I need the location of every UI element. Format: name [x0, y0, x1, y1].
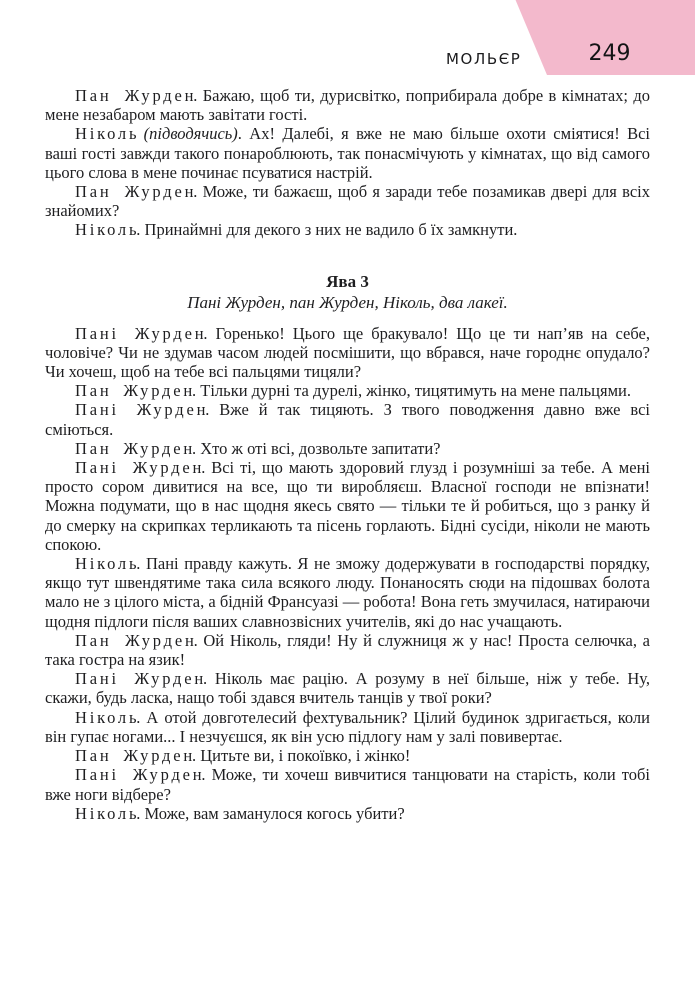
speech-text: . Пані правду кажуть. Я не зможу додержувати в господарстві порядку, якщо тут швендятиме така сила всякого люду. Понаносять сюди на підошвах болота мало не з цілого міста, а бідній Франсуазі — робота! Вона геть змучилася, натираючи щодня підлоги після ваших славнозвісних учителів, які до нас учащають.	[45, 554, 650, 631]
dialogue-paragraph	[45, 439, 650, 458]
speech-text: . А отой довготелесий фехтувальник? Цілий будинок здригається, коли він гупає ногами... І незчуєшся, як він усю підлогу нам у залі повивертає.	[45, 707, 650, 746]
speech-text: . Вже й так тицяють. З твого поводження давно вже всі сміються.	[45, 400, 651, 439]
speaker-name: Пан Журден	[75, 86, 197, 105]
dialogue-paragraph	[45, 400, 650, 438]
speech-text: . Може, ти хочеш вивчитися танцювати на старість, коли тобі вже ноги відбере?	[45, 765, 650, 804]
dialogue-paragraph	[45, 631, 650, 669]
speaker-name: Пані Журден	[75, 458, 205, 478]
dialogue-paragraph	[45, 124, 650, 182]
speech-text: . Хто ж оті всі, дозвольте запитати?	[192, 438, 441, 458]
dialogue-paragraph	[45, 324, 650, 382]
speaker-name: Пан Журден	[75, 630, 197, 650]
speech-text: . Ой Ніколь, гляди! Ну й служниця ж у нас! Проста селючка, а така гостра на язик!	[45, 630, 650, 670]
dialogue-paragraph	[45, 554, 650, 631]
speaker-name: Ніколь	[75, 554, 140, 574]
speaker-name: Ніколь	[75, 803, 140, 823]
scene-cast-list: Пані Журден, пан Журден, Ніколь, два лакеї.	[187, 292, 508, 312]
speech-text: . Всі ті, що мають здоровий глузд і розумніші за тебе. А мені просто сором дивитися на все, що ти виробляєш. Власної господи не впізнати! Можна подумати, що в нас щодня якесь свято — тільки те й робиться, що з ранку й до смерку на скрипках терликають та пісень горлають. Бідні сусіди, ніколи не мають спокою.	[45, 458, 650, 554]
speech-text: . Горенько! Цього ще бракувало! Що це ти нап’яв на себе, чоловіче? Чи не здумав часом людей посмішити, що вбрався, наче городнє опудало? Чи хочеш, щоб на тебе всі пальцями тицяли?	[45, 323, 650, 382]
speaker-name: Пан Журден	[75, 438, 196, 458]
dialogue-paragraph	[45, 182, 650, 220]
dialogue-paragraph	[45, 86, 650, 124]
scene-block	[45, 271, 650, 313]
speech-text: . Цитьте ви, і покоївко, і жінко!	[192, 746, 411, 766]
speaker-name: Пані Журден	[75, 669, 206, 689]
stage-direction: (підводячись)	[136, 124, 238, 144]
speaker-name: Ніколь	[75, 220, 140, 240]
speaker-name: Пан Журден	[75, 746, 196, 766]
speaker-name: Пані Журден	[75, 323, 207, 343]
dialogue-paragraph	[45, 746, 650, 765]
dialogue-paragraph	[45, 381, 650, 400]
speaker-name: Ніколь	[75, 124, 140, 144]
dialogue-paragraph	[45, 708, 650, 746]
dialogue-paragraph	[45, 804, 650, 823]
speech-text: . Бажаю, щоб ти, дурисвітко, поприбирала добре в кімнатах; до мене незабаром мають завітати гості.	[45, 86, 650, 125]
speech-text: . Тільки дурні та дурелі, жінко, тицятимуть на мене пальцями.	[192, 381, 631, 401]
speaker-name: Пані Журден	[75, 765, 205, 785]
play-text-block	[45, 86, 650, 823]
speaker-name: Пан Журден	[75, 381, 196, 401]
speech-text: . Ах! Далебі, я вже не маю більше охоти сміятися! Всі ваші гості завжди такого понароблюють, так понасмічують у кімнатах, що від самого цього слова в мене починає псуватися настрій.	[45, 124, 650, 182]
dialogue-paragraph	[45, 765, 650, 803]
dialogue-paragraph	[45, 220, 650, 239]
running-title: МОЛЬЄР	[446, 50, 522, 68]
dialogue-paragraph	[45, 458, 650, 554]
dialogue-paragraph	[45, 669, 650, 707]
speaker-name: Пан Журден	[75, 182, 197, 202]
speech-text: . Принаймні для декого з них не вадило б їх замкнути.	[136, 220, 518, 240]
speech-text: . Може, вам заманулося когось убити?	[136, 803, 405, 823]
speech-text: . Може, ти бажаєш, щоб я заради тебе позамикав двері для всіх знайомих?	[45, 182, 650, 221]
page-number: 249	[588, 41, 631, 66]
speaker-name: Ніколь	[75, 707, 140, 727]
speech-text: . Ніколь має рацію. А розуму в неї більше, ніж у тебе. Ну, скажи, будь ласка, нащо тобі здався вчитель танців у твої роки?	[45, 669, 650, 708]
speaker-name: Пані Журден	[75, 400, 209, 420]
scene-heading: Ява 3	[326, 271, 369, 291]
